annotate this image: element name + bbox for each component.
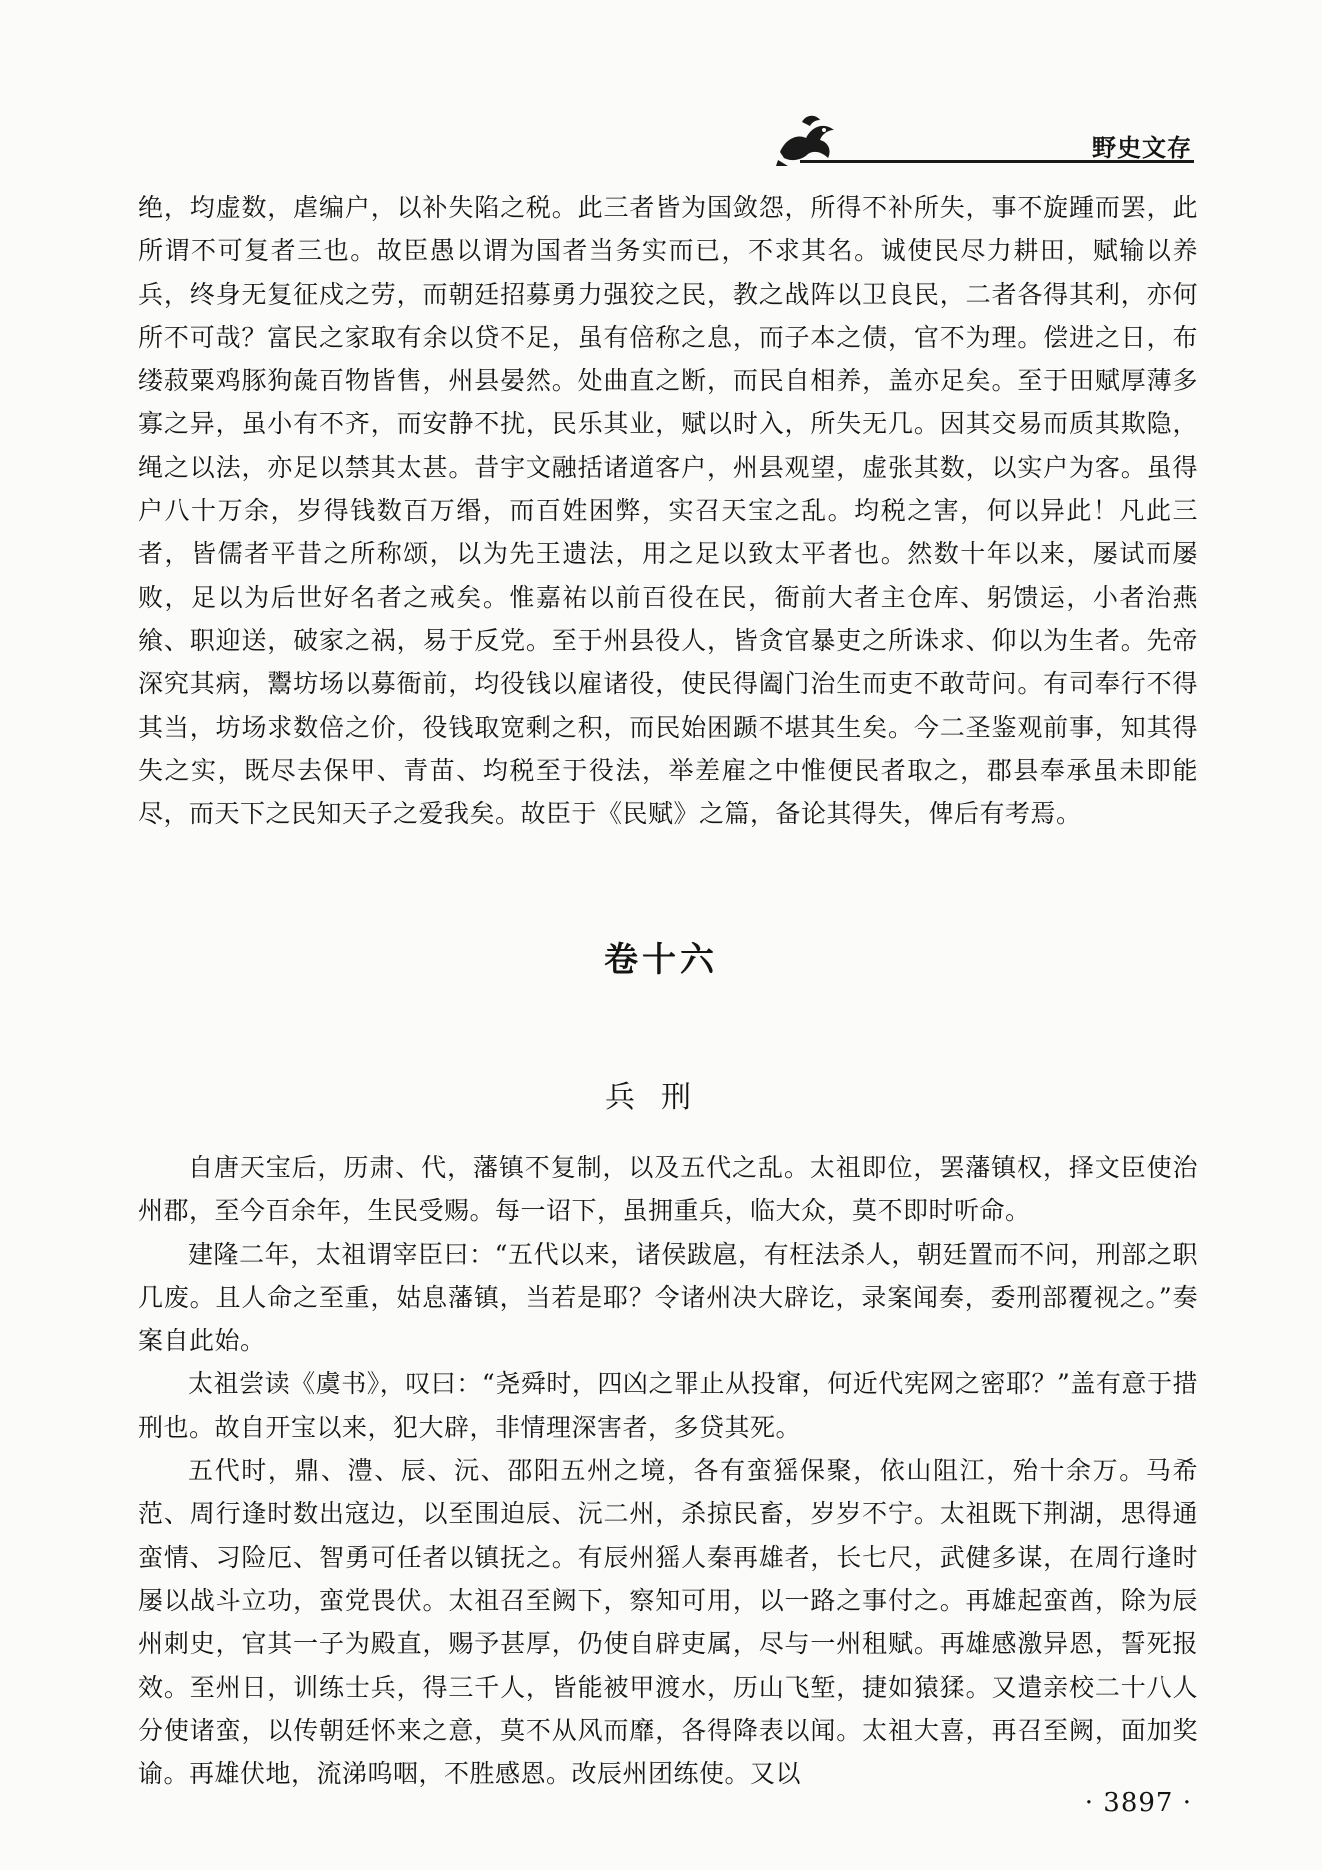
continued-paragraph: 绝，均虚数，虐编户，以补失陷之税。此三者皆为国敛怨，所得不补所失，事不旋踵而罢，此所谓不可复者三也。故臣愚以谓为国者当务实而已，不求其名。诚使民尽力耕田，赋输以养兵，终身无复征戍之劳，而朝廷招募勇力强狡之民，教之战阵以卫良民，二者各得其利，亦何所不可哉？富民之家取有余以贷不足，虽有倍称之息，而子本之债，官不为理。偿进之日，布缕菽粟鸡豚狗彘百物皆售，州县晏然。处曲直之断，而民自相养，盖亦足矣。至于田赋厚薄多寡之异，虽小有不齐，而安静不扰，民乐其业，赋以时入，所失无几。因其交易而质其欺隐，绳之以法，亦足以禁其太甚。昔宇文融括诸道客户，州县观望，虚张其数，以实户为客。虽得户八十万余，岁得钱数百万缗，而百姓困弊，实召天宝之乱。均税之害，何以异此！凡此三者，皆儒者平昔之所称颂，以为先王遗法，用之足以致太平者也。然数十年以来，屡试而屡败，足以为后世好名者之戒矣。惟嘉祐以前百役在民，衙前大者主仓库、躬馈运，小者治燕飨、职迎送，破家之祸，易于反党。至于州县役人，皆贪官暴吏之所诛求、仰以为生者。先帝深究其病，鬻坊场以募衙前，均役钱以雇诸役，使民得阖门治生而吏不敢苛问。有司奉行不得其当，坊场求数倍之价，役钱取宽剩之积，而民始困踬不堪其生矣。今二圣鉴观前事，知其得失之实，既尽去保甲、青苗、均税至于役法，举差雇之中惟便民者取之，郡县奉承虽未即能尽，而天下之民知天子之爱我矣。故臣于《民赋》之篇，备论其得失，俾后有考焉。 — [138, 193, 1198, 829]
top-text-block — [138, 186, 1198, 835]
chapter-title: 卷十六 — [604, 940, 718, 980]
paragraph: 建隆二年，太祖谓宰臣曰：“五代以来，诸侯跋扈，有枉法杀人，朝廷置而不问，刑部之职几废。且人命之至重，姑息藩镇，当若是耶？令诸州决大辟讫，录案闻奏，委刑部覆视之。”奏案自此始。 — [138, 1239, 1198, 1356]
dragon-icon — [772, 108, 842, 168]
paragraph: 太祖尝读《虞书》，叹曰：“尧舜时，四凶之罪止从投窜，何近代宪网之密耶？”盖有意于措刑也。故自开宝以来，犯大辟，非情理深害者，多贷其死。 — [138, 1369, 1198, 1442]
header-rule — [800, 160, 1194, 163]
paragraph: 五代时，鼎、澧、辰、沅、邵阳五州之境，各有蛮猺保聚，依山阻江，殆十余万。马希范、周行逢时数出寇边，以至围迫辰、沅二州，杀掠民畜，岁岁不宁。太祖既下荆湖，思得通蛮情、习险厄、智勇可任者以镇抚之。有辰州猺人秦再雄者，长七尺，武健多谋，在周行逢时屡以战斗立功，蛮党畏伏。太祖召至阙下，察知可用，以一路之事付之。再雄起蛮酋，除为辰州刺史，官其一子为殿直，赐予甚厚，仍使自辟吏属，尽与一州租赋。再雄感激异恩，誓死报效。至州日，训练士兵，得三千人，皆能被甲渡水，历山飞堑，捷如猿猱。又遣亲校二十八人分使诸蛮，以传朝廷怀来之意，莫不从风而靡，各得降表以闻。太祖大喜，再召至阙，面加奖谕。再雄伏地，流涕呜咽，不胜感恩。改辰州团练使。又以 — [138, 1456, 1198, 1789]
section-text-block — [138, 1146, 1198, 1795]
series-title: 野史文存 — [1092, 134, 1192, 162]
section-title: 兵刑 — [605, 1080, 717, 1115]
page-number: · 3897 · — [1084, 1788, 1192, 1818]
paragraph: 自唐天宝后，历肃、代，藩镇不复制，以及五代之乱。太祖即位，罢藩镇权，择文臣使治州郡，至今百余年，生民受赐。每一诏下，虽拥重兵，临大众，莫不即时听命。 — [138, 1153, 1198, 1226]
